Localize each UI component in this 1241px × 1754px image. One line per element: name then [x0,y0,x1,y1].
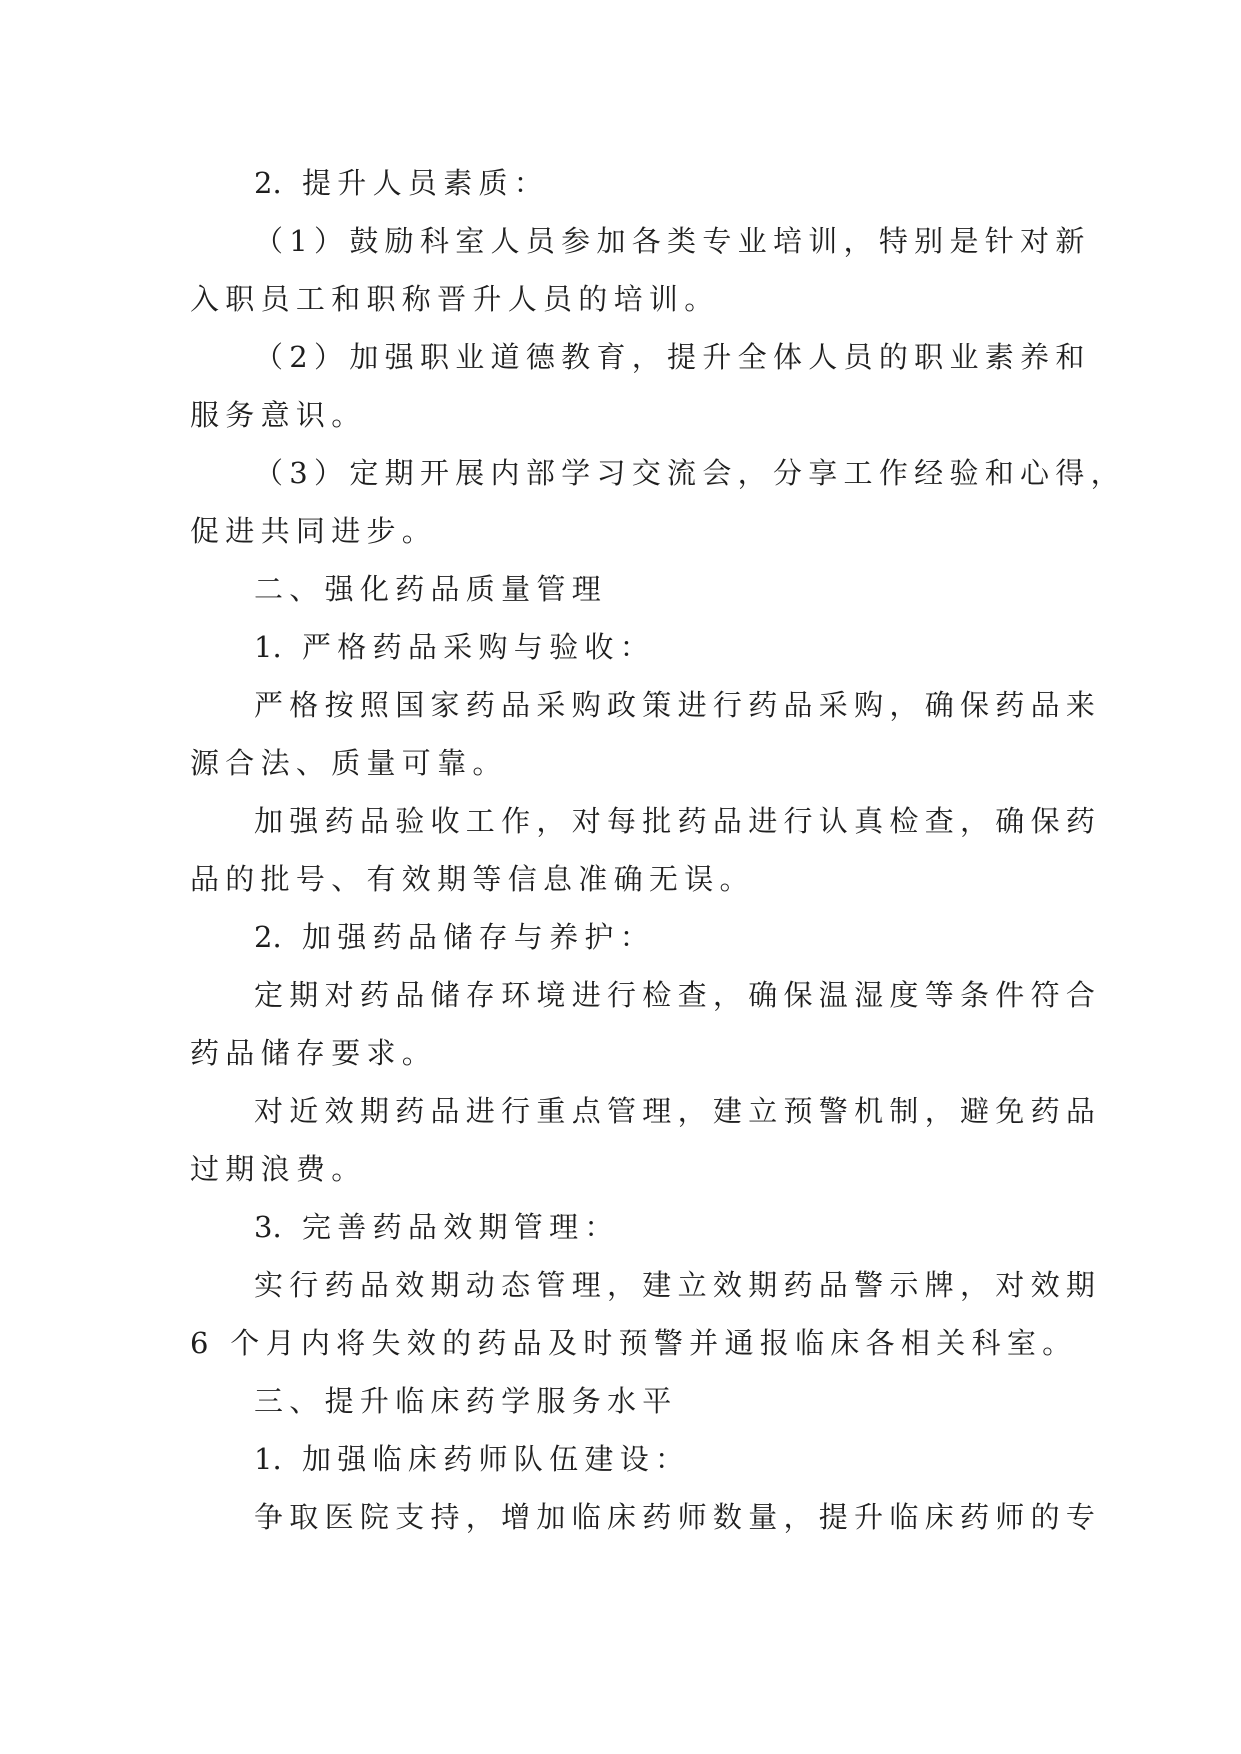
document-body [190,154,1126,1546]
section-number: 2. [254,166,282,200]
paragraph-line: 源合法、质量可靠。 [190,746,508,780]
paragraph-line: 品的批号、有效期等信息准确无误。 [190,862,755,896]
paragraph-line: （2）加强职业道德教育，提升全体人员的职业素养和 [254,340,1091,374]
section-heading [190,1430,1050,1488]
paragraph-line: 入职员工和职称晋升人员的培训。 [190,282,720,316]
section-heading [190,908,1050,966]
section-title: 提升人员素质： [302,166,550,200]
chapter-heading: 二、强化药品质量管理 [254,572,608,606]
section-number: 1. [254,1442,282,1476]
section-number: 1. [254,630,282,664]
paragraph-line: 药品储存要求。 [190,1036,438,1070]
section-number: 3. [254,1210,282,1244]
section-title: 加强药品储存与养护： [302,920,656,954]
paragraph-line: （3）定期开展内部学习交流会，分享工作经验和心得， [254,456,1126,490]
section-heading [190,618,1050,676]
paragraph-line: 过期浪费。 [190,1152,367,1186]
section-heading [190,1198,1050,1256]
section-heading [190,154,1050,212]
section-title: 完善药品效期管理： [302,1210,620,1244]
section-title: 严格药品采购与验收： [302,630,656,664]
paragraph-line: 服务意识。 [190,398,367,432]
paragraph-line: 促进共同进步。 [190,514,438,548]
paragraph-line: 争取医院支持，增加临床药师数量，提升临床药师的专 [254,1500,1102,1534]
paragraph-line: 定期对药品储存环境进行检查，确保温湿度等条件符合 [254,978,1102,1012]
paragraph-line: （1）鼓励科室人员参加各类专业培训，特别是针对新 [254,224,1091,258]
chapter-heading: 三、提升临床药学服务水平 [254,1384,678,1418]
paragraph-line: 6 个月内将失效的药品及时预警并通报临床各相关科室。 [190,1326,1078,1360]
paragraph-line: 对近效期药品进行重点管理，建立预警机制，避免药品 [254,1094,1102,1128]
paragraph-line: 严格按照国家药品采购政策进行药品采购，确保药品来 [254,688,1102,722]
paragraph-line: 实行药品效期动态管理，建立效期药品警示牌，对效期 [254,1268,1102,1302]
paragraph-line: 加强药品验收工作，对每批药品进行认真检查，确保药 [254,804,1102,838]
section-number: 2. [254,920,282,954]
section-title: 加强临床药师队伍建设： [302,1442,691,1476]
